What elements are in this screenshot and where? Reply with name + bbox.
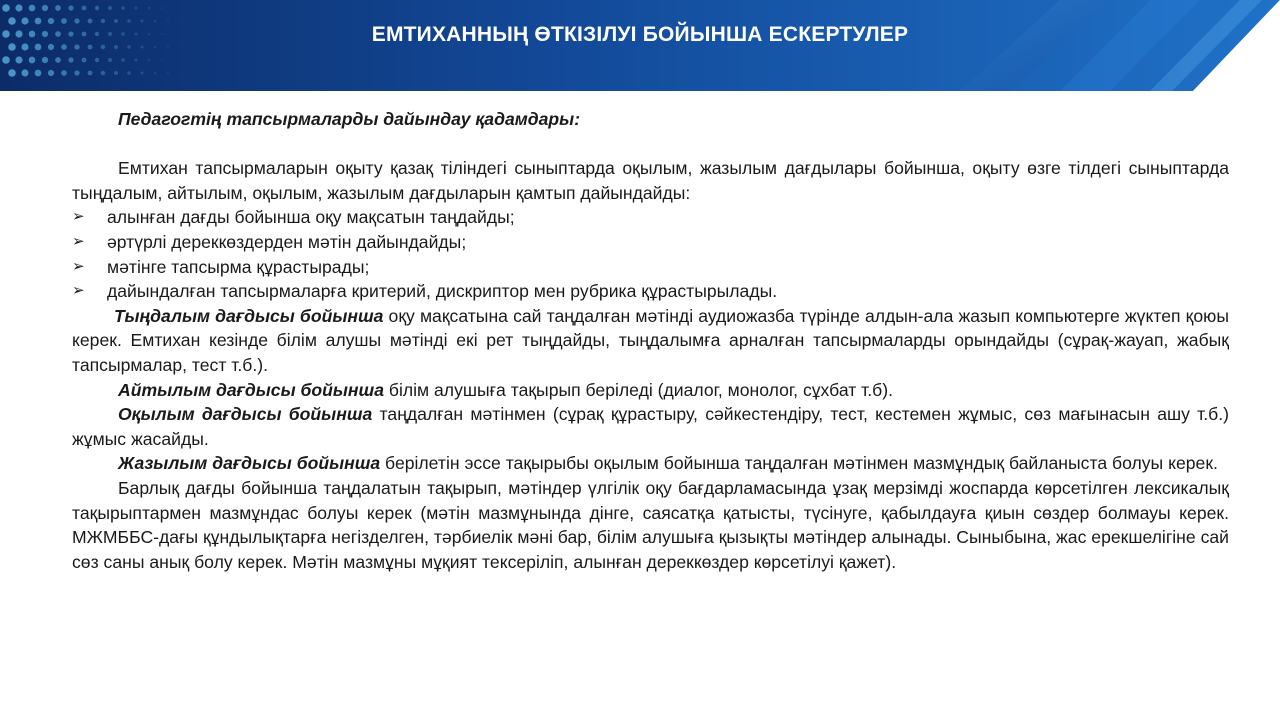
arrow-bullet-icon: ➢ (72, 257, 85, 275)
arrow-bullet-icon: ➢ (72, 232, 85, 250)
list-item: ➢ дайындалған тапсырмаларға критерий, дискриптор мен рубрика құрастырылады. (72, 279, 1229, 304)
arrow-bullet-icon: ➢ (72, 282, 85, 300)
closing-paragraph: Барлық дағды бойынша таңдалатын тақырып, мәтіндер үлгілік оқу бағдарламасында ұзақ мерзімді жоспарда көрсетілген лексикалық тақырыптармен мазмұндас болуы керек (мәтін мазмұнында дінге, саясатқа қатысты, түсінуге, қабылдауға қиын сөздер болмауы керек. МЖМББС-дағы құндылықтарға негізделген, тәрбиелік мәні бар, білім алушыға қызықты мәтіндер алынады. Сыныбына, жас ерекшелігіне сай сөз саны анық болу керек. Мәтін мазмұны мұқият тексеріліп, алынған дереккөздер көрсетілуі қажет). (72, 477, 1229, 572)
listening-paragraph: Тыңдалым дағдысы бойынша оқу мақсатына сай таңдалған мәтінді аудиожазба түрінде алдын-ала жазып компьютерге жүктеп қоюы керек. Емтихан кезінде білім алушы мәтінді екі рет тыңдайды, тыңдалымға арналған тапсырмаларды орындайды (сұрақ-жауап, жабық тапсырмалар, тест т.б.). (72, 305, 1229, 375)
page-title: ЕМТИХАННЫҢ ӨТКІЗІЛУІ БОЙЫНША ЕСКЕРТУЛЕР (371, 23, 909, 46)
reading-paragraph: Оқылым дағдысы бойынша таңдалған мәтінмен (сұрақ құрастыру, сәйкестендіру, тест, кестемен жұмыс, сөз мағынасын ашу т.б.) жұмыс жасайды. (72, 404, 1229, 449)
speaking-paragraph: Айтылым дағдысы бойынша білім алушыға тақырып беріледі (диалог, монолог, сұхбат т.б). (118, 379, 893, 400)
steps-list (72, 205, 1229, 303)
list-item: ➢ мәтінге тапсырма құрастырады; (72, 255, 1229, 280)
writing-paragraph: Жазылым дағдысы бойынша берілетін эссе тақырыбы оқылым бойынша таңдалған мәтінмен мазмұндық байланыста болуы керек. (118, 453, 1218, 474)
document-body (72, 107, 1229, 574)
header-banner (0, 0, 1280, 91)
list-item: ➢ алынған дағды бойынша оқу мақсатын таңдайды; (72, 205, 1229, 230)
arrow-bullet-icon: ➢ (72, 208, 85, 226)
intro-paragraph: Емтихан тапсырмаларын оқыту қазақ тіліндегі сыныптарда оқылым, жазылым дағдылары бойынша, оқыту өзге тілдегі сыныптарда тыңдалым, айтылым, оқылым, жазылым дағдыларын қамтып дайындайды: (72, 158, 1229, 203)
section-heading: Педагогтің тапсырмаларды дайындау қадамдары: (118, 109, 581, 129)
list-item: ➢ әртүрлі дереккөздерден мәтін дайындайды; (72, 230, 1229, 255)
